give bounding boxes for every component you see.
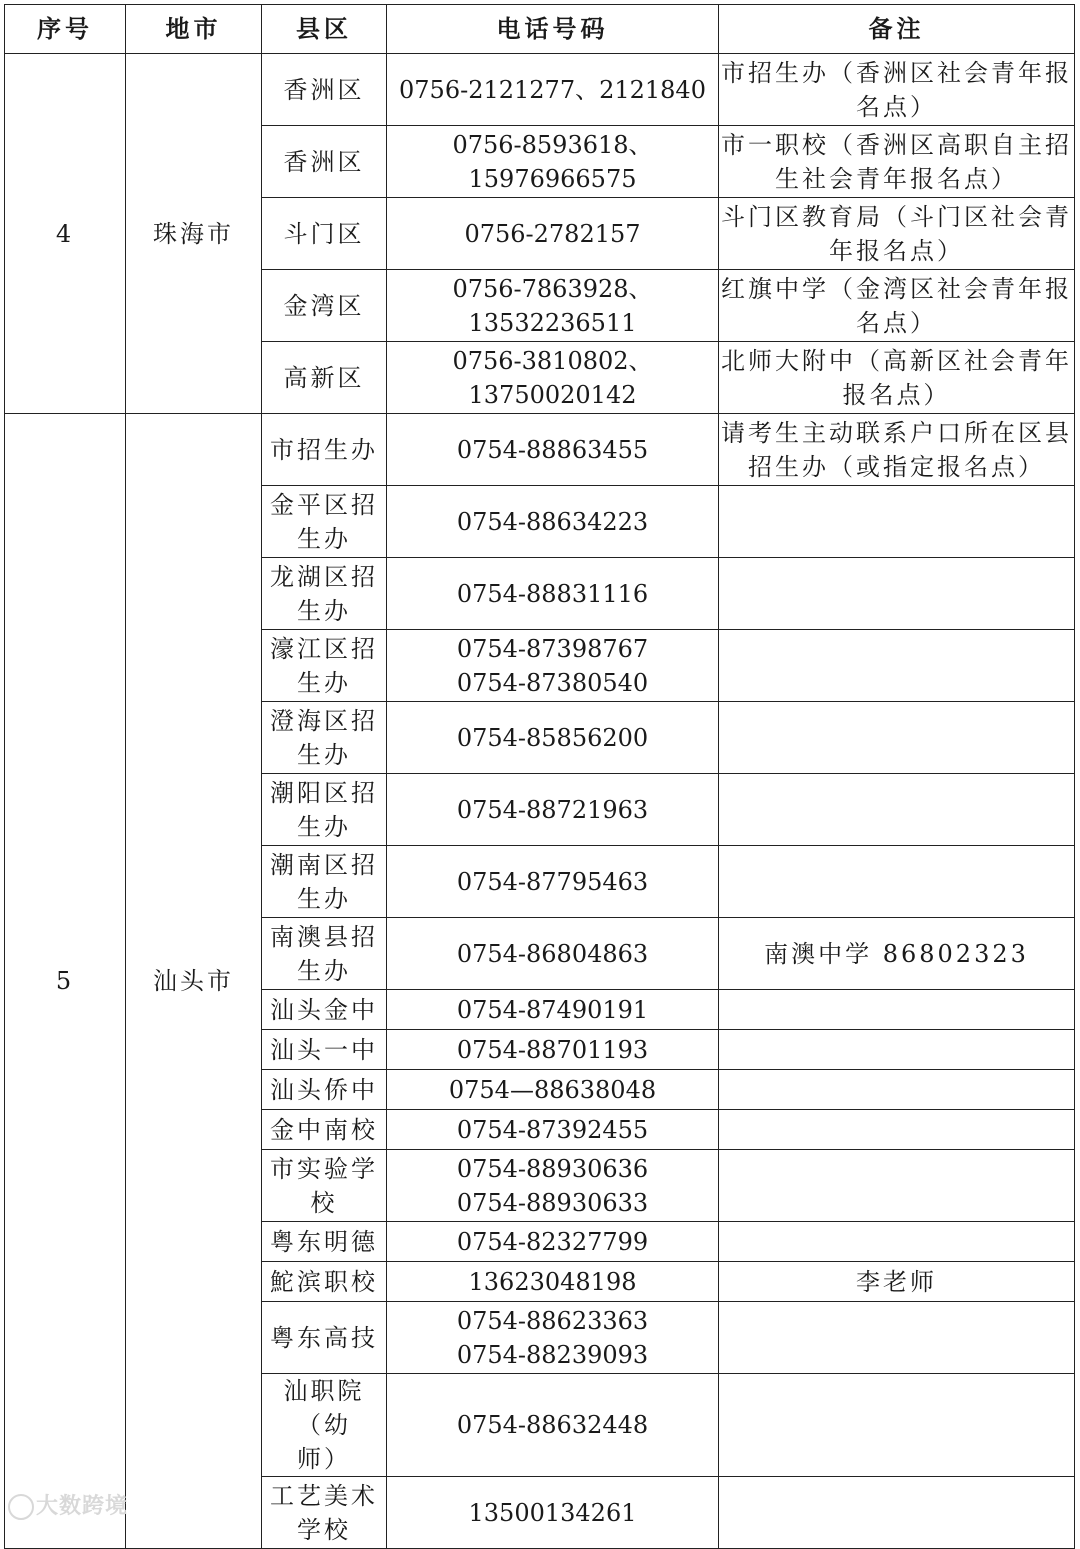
phone-cell: 0754-88632448: [387, 1374, 719, 1477]
note-cell: [719, 1302, 1075, 1374]
note-cell: [719, 630, 1075, 702]
contact-table: [4, 4, 1075, 1549]
table-row: [5, 414, 1075, 486]
phone-cell: 0754-85856200: [387, 702, 719, 774]
district-cell: 金中南校: [262, 1110, 387, 1150]
note-cell: [719, 1030, 1075, 1070]
watermark-text: 大数跨境: [36, 1494, 129, 1519]
phone-cell: 0754-88634223: [387, 486, 719, 558]
phone-cell: 0756-3810802、13750020142: [387, 342, 719, 414]
note-cell: [719, 1222, 1075, 1262]
district-cell: 香洲区: [262, 126, 387, 198]
note-cell: [719, 990, 1075, 1030]
note-cell: [719, 846, 1075, 918]
note-cell: [719, 1477, 1075, 1549]
district-cell: 香洲区: [262, 54, 387, 126]
district-cell: 市实验学 校: [262, 1150, 387, 1222]
note-cell: [719, 1150, 1075, 1222]
note-cell: [719, 558, 1075, 630]
note-cell: [719, 702, 1075, 774]
district-cell: 粤东高技: [262, 1302, 387, 1374]
note-cell: [719, 1110, 1075, 1150]
district-cell: 潮阳区招 生办: [262, 774, 387, 846]
header-note: 备注: [719, 5, 1075, 54]
seq-cell: 5: [5, 414, 126, 1549]
phone-cell: 0754-86804863: [387, 918, 719, 990]
note-cell: [719, 1374, 1075, 1477]
note-cell: [719, 1070, 1075, 1110]
header-phone: 电话号码: [387, 5, 719, 54]
phone-cell: 0756-2121277、2121840: [387, 54, 719, 126]
district-cell: 濠江区招 生办: [262, 630, 387, 702]
district-cell: 汕职院（幼 师）: [262, 1374, 387, 1477]
district-cell: 汕头一中: [262, 1030, 387, 1070]
table-body: [5, 54, 1075, 1549]
phone-cell: 0754-88930636 0754-88930633: [387, 1150, 719, 1222]
note-cell: [719, 486, 1075, 558]
phone-cell: 0754-88863455: [387, 414, 719, 486]
district-cell: 工艺美术 学校: [262, 1477, 387, 1549]
district-cell: 南澳县招 生办: [262, 918, 387, 990]
phone-cell: 0754-88623363 0754-88239093: [387, 1302, 719, 1374]
note-cell: 斗门区教育局（斗门区社会青年报名点）: [719, 198, 1075, 270]
note-cell: 北师大附中（高新区社会青年报名点）: [719, 342, 1075, 414]
district-cell: 澄海区招 生办: [262, 702, 387, 774]
district-cell: 汕头侨中: [262, 1070, 387, 1110]
district-cell: 金湾区: [262, 270, 387, 342]
city-cell: 汕头市: [126, 414, 262, 1549]
district-cell: 龙湖区招 生办: [262, 558, 387, 630]
phone-cell: 0754-88721963: [387, 774, 719, 846]
city-cell: 珠海市: [126, 54, 262, 414]
logo-icon: [8, 1494, 34, 1520]
header-city: 地市: [126, 5, 262, 54]
phone-cell: 13623048198: [387, 1262, 719, 1302]
phone-cell: 0754-88831116: [387, 558, 719, 630]
district-cell: 市招生办: [262, 414, 387, 486]
phone-cell: 0754-87398767 0754-87380540: [387, 630, 719, 702]
phone-cell: 0756-2782157: [387, 198, 719, 270]
phone-cell: 13500134261: [387, 1477, 719, 1549]
phone-cell: 0756-7863928、13532236511: [387, 270, 719, 342]
seq-cell: 4: [5, 54, 126, 414]
district-cell: 高新区: [262, 342, 387, 414]
header-row: [5, 5, 1075, 54]
district-cell: 金平区招 生办: [262, 486, 387, 558]
phone-cell: 0754-87795463: [387, 846, 719, 918]
note-cell: 红旗中学（金湾区社会青年报名点）: [719, 270, 1075, 342]
note-cell: [719, 774, 1075, 846]
note-cell: 南澳中学 86802323: [719, 918, 1075, 990]
phone-cell: 0754-87392455: [387, 1110, 719, 1150]
note-cell: 李老师: [719, 1262, 1075, 1302]
note-cell: 市一职校（香洲区高职自主招生社会青年报名点）: [719, 126, 1075, 198]
district-cell: 粤东明德: [262, 1222, 387, 1262]
phone-cell: 0754-87490191: [387, 990, 719, 1030]
note-cell: 市招生办（香洲区社会青年报名点）: [719, 54, 1075, 126]
header-seq: 序号: [5, 5, 126, 54]
district-cell: 斗门区: [262, 198, 387, 270]
district-cell: 汕头金中: [262, 990, 387, 1030]
table-row: [5, 54, 1075, 126]
district-cell: 鮀滨职校: [262, 1262, 387, 1302]
phone-cell: 0754-82327799: [387, 1222, 719, 1262]
note-cell: 请考生主动联系户口所在区县招生办（或指定报名点）: [719, 414, 1075, 486]
header-district: 县区: [262, 5, 387, 54]
phone-cell: 0754—88638048: [387, 1070, 719, 1110]
district-cell: 潮南区招 生办: [262, 846, 387, 918]
phone-cell: 0756-8593618、15976966575: [387, 126, 719, 198]
phone-cell: 0754-88701193: [387, 1030, 719, 1070]
watermark: [8, 1489, 128, 1520]
